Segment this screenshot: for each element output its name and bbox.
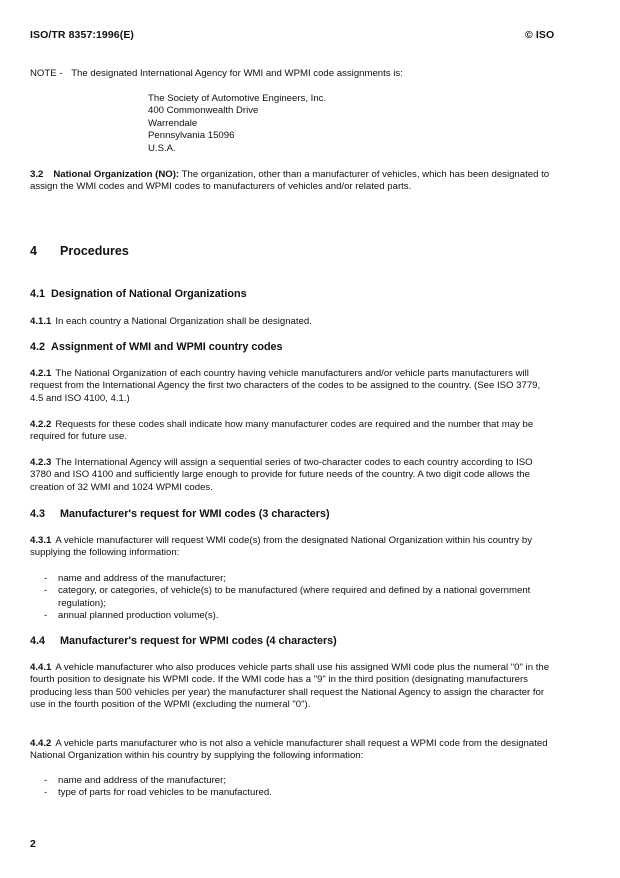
address-line: The Society of Automotive Engineers, Inc. bbox=[148, 93, 327, 104]
agency-address bbox=[148, 93, 326, 155]
section-title: Manufacturer's request for WMI codes (3 characters) bbox=[60, 508, 330, 520]
section-number: 4 bbox=[30, 244, 37, 258]
section-number: 4.1.1 bbox=[30, 316, 52, 327]
section-number: 4.3.1 bbox=[30, 535, 52, 546]
list-item: - category, or categories, of vehicle(s) to be manufactured (where required and defined by a national government regulation); bbox=[30, 585, 570, 610]
section-title: Manufacturer's request for WPMI codes (4 characters) bbox=[60, 635, 337, 647]
paragraph-4-3-1 bbox=[30, 535, 560, 560]
page-number: 2 bbox=[30, 838, 36, 850]
paragraph-text: The National Organization of each country having vehicle manufacturers and/or vehicle parts manufacturers will request from the International Agency the first two characters of the codes to be assigned to the country. (See ISO 3779, 4.5 and ISO 4100, 4.1.) bbox=[30, 368, 541, 404]
section-number: 4.2 bbox=[30, 341, 46, 353]
subclause-4-1-heading bbox=[30, 288, 247, 300]
paragraph-text: A vehicle parts manufacturer who is not also a vehicle manufacturer shall request a WPMI code from the designated National Organization within his country by supplying the following information: bbox=[30, 738, 548, 762]
paragraph-4-4-1 bbox=[30, 662, 558, 712]
clause-4-heading bbox=[30, 244, 129, 258]
list-item: - annual planned production volume(s). bbox=[30, 610, 570, 622]
section-number: 3.2 bbox=[30, 169, 44, 180]
subclause-4-2-heading bbox=[30, 341, 283, 353]
paragraph-4-2-1 bbox=[30, 368, 545, 405]
paragraph-4-2-2 bbox=[30, 419, 565, 444]
subclause-4-3-heading bbox=[30, 508, 330, 520]
definition-text: The organization, other than a manufacturer of vehicles, which has been designated to assign the WMI codes and WPMI codes to manufacturers of vehicles and/or related parts. bbox=[30, 169, 550, 193]
section-number: 4.4.1 bbox=[30, 662, 52, 673]
note-label: NOTE - bbox=[30, 68, 63, 79]
address-line: Pennsylvania 15096 bbox=[148, 130, 235, 142]
wpmi-request-list bbox=[30, 775, 570, 800]
section-number: 4.2.1 bbox=[30, 368, 52, 379]
wmi-request-list bbox=[30, 573, 570, 623]
address-line: 400 Commonwealth Drive bbox=[148, 105, 259, 117]
paragraph-text: Requests for these codes shall indicate how many manufacturer codes are required and the number that may be required for future use. bbox=[30, 419, 534, 443]
section-title: Assignment of WMI and WPMI country codes bbox=[51, 341, 283, 353]
note-text: The designated International Agency for WMI and WPMI code assignments is: bbox=[71, 68, 403, 79]
section-number: 4.2.2 bbox=[30, 419, 52, 430]
address-line: U.S.A. bbox=[148, 142, 176, 154]
paragraph-4-1-1 bbox=[30, 316, 570, 328]
paragraph-text: A vehicle manufacturer will request WMI code(s) from the designated National Organization within his country by supplying the following information: bbox=[30, 535, 533, 559]
paragraph-text: A vehicle manufacturer who also produces vehicle parts shall use his assigned WMI code plus the numeral "0" in the fourth position to designate his WPMI code. If the WMI code has a "9" in the third position (designating manufacturers producing less than 500 vehicles per year) the manufacturer shall request the National Agency to assign the character for use in the fourth position of the WPMI (excluding the numeral "0"). bbox=[30, 662, 550, 711]
note-paragraph bbox=[30, 68, 590, 80]
section-number: 4.2.3 bbox=[30, 457, 52, 468]
list-item: - name and address of the manufacturer; bbox=[30, 573, 570, 585]
paragraph-4-4-2 bbox=[30, 738, 565, 763]
definition-term: National Organization (NO): bbox=[53, 169, 180, 180]
list-item: - type of parts for road vehicles to be manufactured. bbox=[30, 787, 570, 799]
section-number: 4.4.2 bbox=[30, 738, 52, 749]
paragraph-text: The International Agency will assign a sequential series of two-character codes to each country according to ISO 3780 and ISO 4100 and sufficiently large enough to provide for future needs of the country. A two digit code allows the creation of 32 WMI and 1024 WPMI codes. bbox=[30, 457, 533, 493]
document-id: ISO/TR 8357:1996(E) bbox=[30, 29, 135, 41]
section-title: Designation of National Organizations bbox=[51, 288, 247, 300]
subclause-4-4-heading bbox=[30, 635, 337, 647]
address-line: Warrendale bbox=[148, 117, 198, 129]
section-number: 4.1 bbox=[30, 288, 46, 300]
copyright-mark: © ISO bbox=[525, 29, 555, 41]
definition-3-2 bbox=[30, 169, 552, 194]
section-number: 4.4 bbox=[30, 635, 46, 647]
paragraph-text: In each country a National Organization shall be designated. bbox=[55, 316, 312, 327]
paragraph-4-2-3 bbox=[30, 457, 550, 494]
section-title: Procedures bbox=[60, 244, 129, 258]
section-number: 4.3 bbox=[30, 508, 46, 520]
list-item: - name and address of the manufacturer; bbox=[30, 775, 570, 787]
